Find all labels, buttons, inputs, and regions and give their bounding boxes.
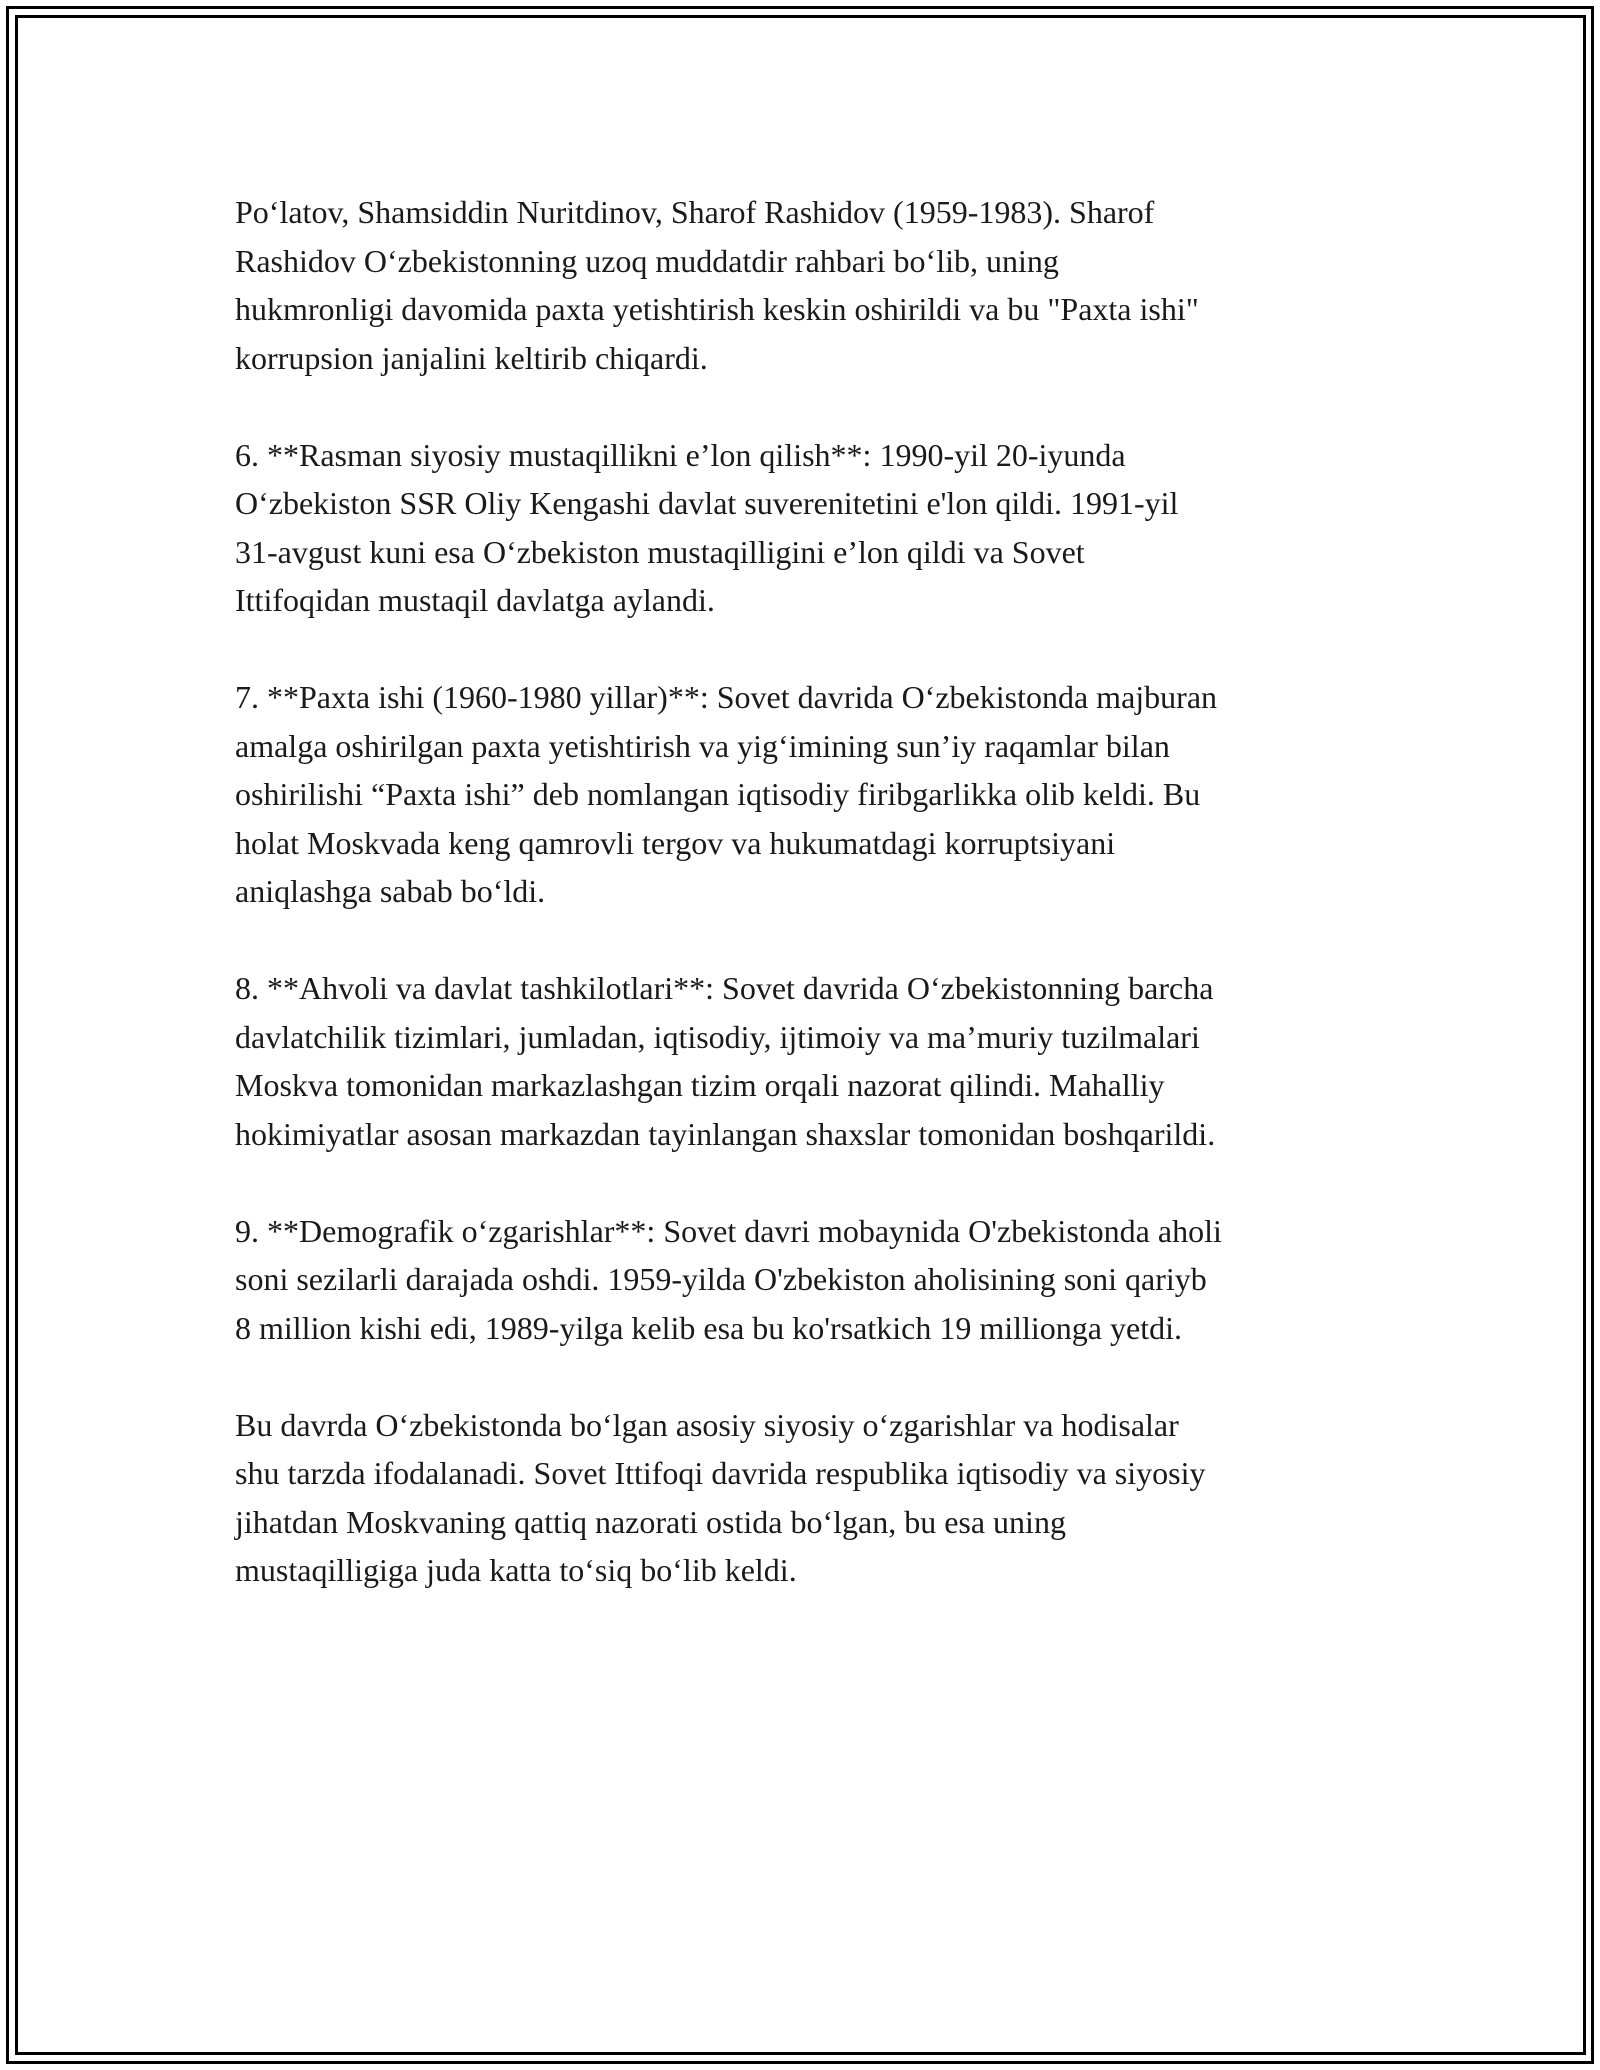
paragraph-rashidov bbox=[235, 188, 1385, 382]
paragraph-cotton-affair bbox=[235, 673, 1385, 916]
text-line: jihatdan Moskvaning qattiq nazorati ostida boʻlgan, bu esa uning bbox=[235, 1503, 1066, 1540]
text-line: oshirilishi “Paxta ishi” deb nomlangan iqtisodiy firibgarlikka olib keldi. Bu bbox=[235, 776, 1201, 812]
text-line: Ittifoqidan mustaqil davlatga aylandi. bbox=[235, 582, 715, 618]
document-body bbox=[235, 188, 1385, 1643]
text-line: 7. **Paxta ishi (1960-1980 yillar)**: Sovet davrida Oʻzbekistonda majburan bbox=[235, 679, 1218, 715]
text-line: amalga oshirilgan paxta yetishtirish va yigʻimining sun’iy raqamlar bilan bbox=[235, 727, 1170, 764]
paragraph-conclusion bbox=[235, 1401, 1385, 1595]
text-line: 8 million kishi edi, 1989-yilga kelib esa bu ko'rsatkich 19 millionga yetdi. bbox=[235, 1309, 1182, 1346]
text-line: Poʻlatov, Shamsiddin Nuritdinov, Sharof Rashidov (1959-1983). Sharof bbox=[235, 194, 1155, 230]
paragraph-independence bbox=[235, 431, 1385, 625]
text-line: korrupsion janjalini keltirib chiqardi. bbox=[235, 339, 708, 376]
text-line: mustaqilligiga juda katta toʻsiq boʻlib keldi. bbox=[235, 1552, 797, 1588]
text-line: Oʻzbekiston SSR Oliy Kengashi davlat suverenitetini e'lon qildi. 1991-yil bbox=[235, 485, 1179, 521]
paragraph-state-organizations bbox=[235, 964, 1385, 1158]
text-line: hokimiyatlar asosan markazdan tayinlangan shaxslar tomonidan boshqarildi. bbox=[235, 1115, 1216, 1152]
text-line: holat Moskvada keng qamrovli tergov va hukumatdagi korruptsiyani bbox=[235, 824, 1116, 861]
text-line: 6. **Rasman siyosiy mustaqillikni e’lon qilish**: 1990-yil 20-iyunda bbox=[235, 436, 1126, 473]
text-line: 8. **Ahvoli va davlat tashkilotlari**: Sovet davrida Oʻzbekistonning barcha bbox=[235, 970, 1214, 1006]
text-line: hukmronligi davomida paxta yetishtirish keskin oshirildi va bu "Paxta ishi" bbox=[235, 291, 1199, 327]
text-line: shu tarzda ifodalanadi. Sovet Ittifoqi davrida respublika iqtisodiy va siyosiy bbox=[235, 1455, 1206, 1491]
text-line: Moskva tomonidan markazlashgan tizim orqali nazorat qilindi. Mahalliy bbox=[235, 1067, 1165, 1103]
text-line: 9. **Demografik oʻzgarishlar**: Sovet davri mobaynida O'zbekistonda aholi bbox=[235, 1212, 1222, 1249]
text-line: 31-avgust kuni esa Oʻzbekiston mustaqilligini e’lon qildi va Sovet bbox=[235, 533, 1085, 570]
text-line: Bu davrda Oʻzbekistonda boʻlgan asosiy siyosiy oʻzgarishlar va hodisalar bbox=[235, 1406, 1179, 1443]
text-line: Rashidov Oʻzbekistonning uzoq muddatdir rahbari boʻlib, uning bbox=[235, 242, 1059, 279]
text-line: aniqlashga sabab boʻldi. bbox=[235, 873, 546, 909]
paragraph-demographics bbox=[235, 1207, 1385, 1353]
text-line: davlatchilik tizimlari, jumladan, iqtisodiy, ijtimoiy va ma’muriy tuzilmalari bbox=[235, 1018, 1200, 1055]
text-line: soni sezilarli darajada oshdi. 1959-yilda O'zbekiston aholisining soni qariyb bbox=[235, 1261, 1207, 1297]
